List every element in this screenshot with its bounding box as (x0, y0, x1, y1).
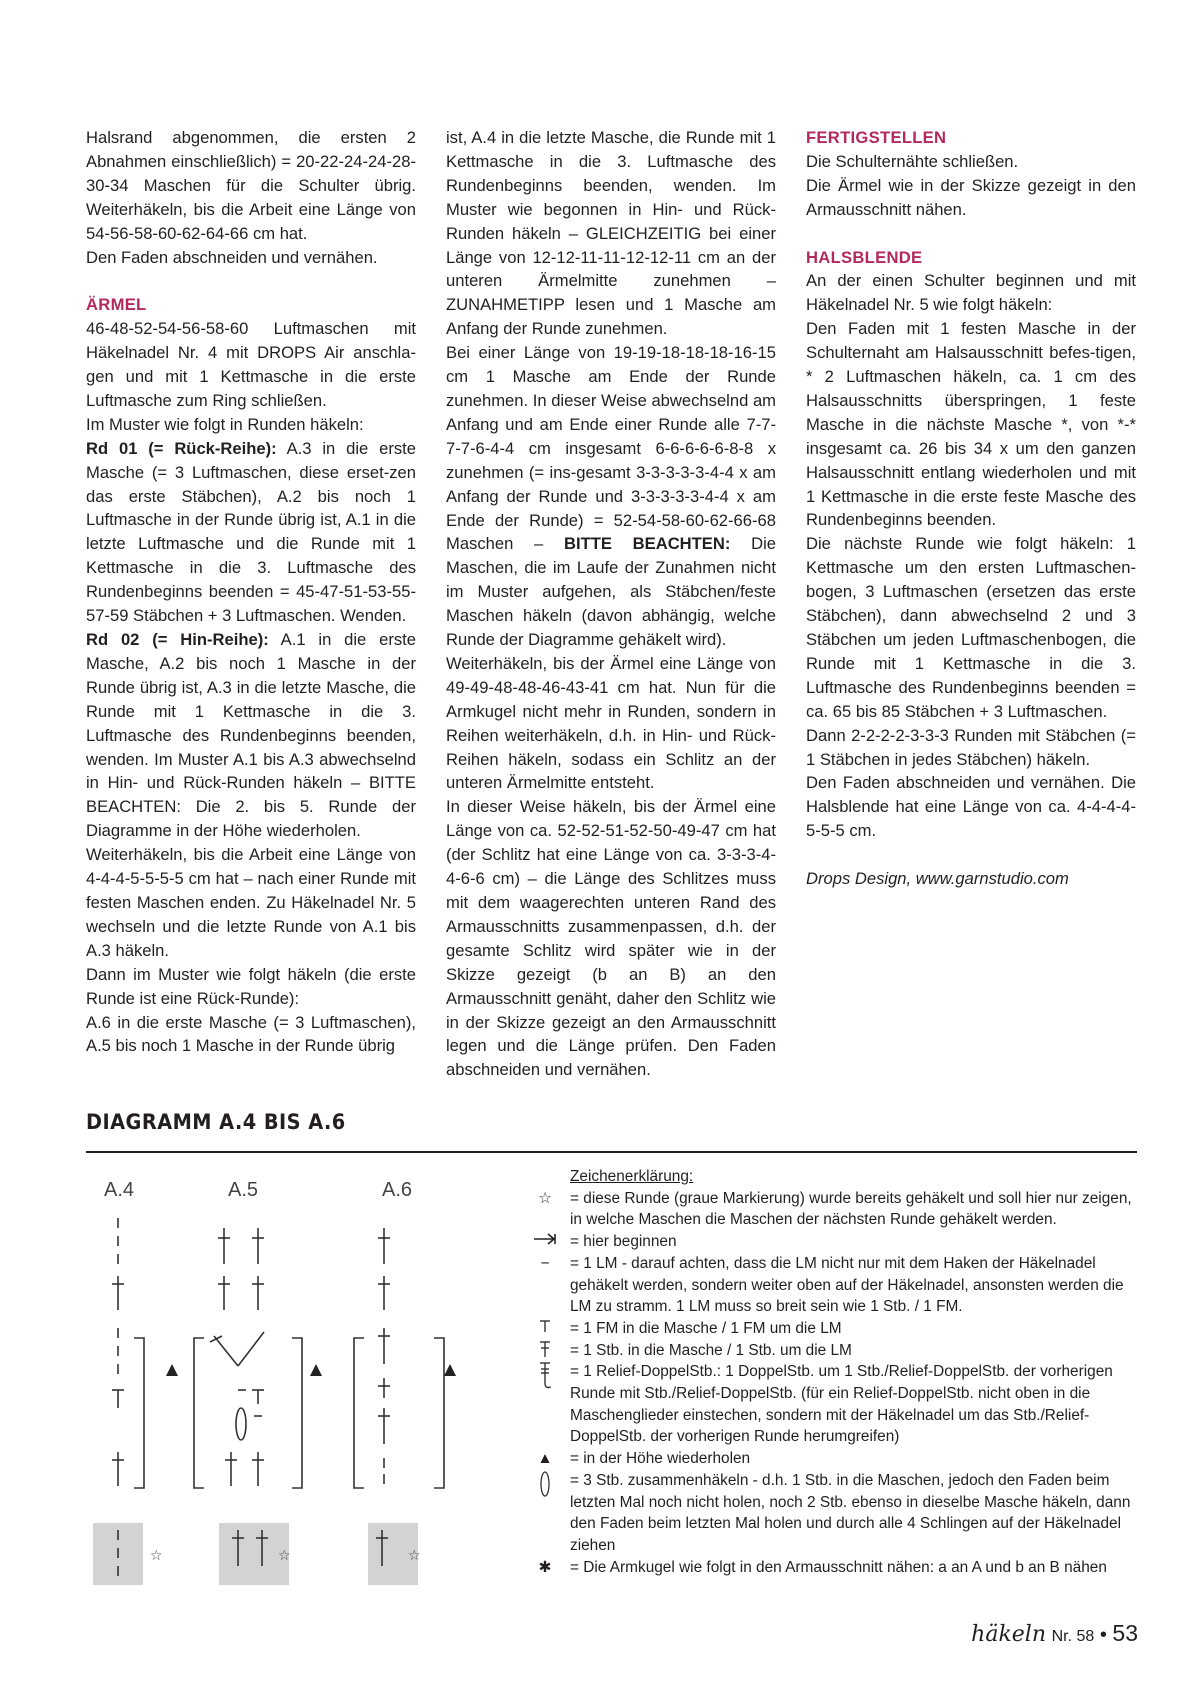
legend-text: = 1 FM in die Masche / 1 FM um die LM (570, 1319, 842, 1337)
paragraph: Dann im Muster wie folgt häkeln (die erste Runde ist eine Rück-Runde): (86, 964, 416, 1008)
legend-text: = 3 Stb. zusammenhäkeln - d.h. 1 Stb. in die Maschen, jedoch den Faden beim letzten Mal noch nicht holen, noch 2 Stb. ebenso in dieselbe Masche häkeln, dann den Faden beim letzten Mal holen und durch alle 4 Schlingen auf der Häkelnadel ziehen (570, 1471, 1131, 1554)
star-icon: ☆ (278, 1548, 291, 1564)
relief-stitch-icon (530, 1361, 560, 1398)
text-run: Die Maschen, die im Laufe der Zunahmen nicht im Muster aufgehen, als Stäbchen/feste Maschen häkeln (davon abhängig, welche Runde der Diagramme gehäkelt wird). (446, 534, 776, 650)
text-column-3 (806, 126, 1136, 891)
legend-heading: Zeichenerklärung: (570, 1168, 694, 1185)
section-divider (86, 1151, 1137, 1153)
legend-item (530, 1253, 1142, 1318)
text-column-2 (446, 126, 776, 1082)
note-label: BITTE BEACHTEN: (564, 534, 731, 554)
legend-item (530, 1318, 1142, 1340)
arrow-right-icon (530, 1231, 560, 1253)
paragraph: Die Schulternähte schließen. (806, 151, 1019, 171)
text-run: Bei einer Länge von 19-19-18-18-18-16-15 cm 1 Masche am Ende der Runde zunehmen. In dieser Weise abwechselnd am Anfang und am Ende einer Runde alle 7-7-7-7-6-4-4 cm insgesamt 6-6-6-6-6-8-8 x zunehmen (= ins-gesamt 3-3-3-3-3-4-4 x am Anfang der Runde und 3-3-3-3-3-4-4 x am Ende der Runde) = 52-54-58-60-62-66-68 Maschen – (446, 343, 776, 554)
design-credit: Drops Design, www.garnstudio.com (806, 869, 1069, 889)
page-footer (971, 1620, 1138, 1647)
paragraph: ist, A.4 in die letzte Masche, die Runde mit 1 Kettmasche in die 3. Luftmasche des Rundenbeginns beenden, wenden. Im Muster wie begonnen in Hin- und Rück-Runden häkeln – GLEICHZEITIG bei einer Länge von 12-12-11-11-12-12-11 cm an der unteren Ärmelmitte zunehmen – ZUNAHMETIPP lesen und 1 Masche am Anfang der Runde zunehmen. (446, 128, 776, 339)
star-icon: ☆ (150, 1548, 163, 1564)
paragraph: A.6 in die erste Masche (= 3 Luftmaschen), A.5 bis noch 1 Masche in der Runde übrig (86, 1012, 416, 1056)
legend-item (530, 1340, 1142, 1362)
chart-column-a4 (112, 1218, 144, 1576)
round-label: Rd 02 (= Hin-Reihe): (86, 630, 269, 650)
magazine-brand: häkeln (971, 1622, 1047, 1647)
paragraph: Den Faden abschneiden und vernähen. Die Halsblende hat eine Länge von ca. 4-4-4-4-5-5-5 cm. (806, 773, 1136, 841)
section-heading-fertigstellen: FERTIGSTELLEN (806, 128, 947, 147)
round-text: A.3 in die erste Masche (= 3 Luftmaschen, diese erset-zen das erste Stäbchen), A.2 bis noch 1 Luftmasche in der Runde übrig ist, A.1 in die letzte Luftmasche und die Runde mit 1 Kettmasche in die 3. Luftmasche des Rundenbeginns beenden = 45-47-51-53-55-57-59 Stäbchen + 3 Luftmaschen. Wenden. (86, 438, 416, 626)
paragraph: Weiterhäkeln, bis der Ärmel eine Länge von 49-49-48-48-46-43-41 cm hat. Nun für die Armkugel nicht mehr in Runden, sondern in Reihen weiterhäkeln, d.h. in Hin- und Rück-Reihen häkeln, sodass ein Schlitz an der unteren Ärmelmitte entsteht. (446, 653, 776, 793)
single-crochet-icon (530, 1318, 560, 1341)
legend-item (530, 1557, 1142, 1579)
legend-item (530, 1470, 1142, 1557)
star-icon: ☆ (538, 1189, 552, 1207)
diagram-label-a5: A.5 (228, 1179, 259, 1201)
issue-number: Nr. 58 (1051, 1628, 1095, 1645)
chart-column-a5 (194, 1228, 302, 1566)
paragraph: Halsrand abgenommen, die ersten 2 Abnahmen einschließlich) = 20-22-24-24-28-30-34 Maschen für die Schulter übrig. Weiterhäkeln, bis die Arbeit eine Länge von 54-56-58-60-62-64-66 cm hat. (86, 128, 416, 243)
paragraph: Im Muster wie folgt in Runden häkeln: (86, 414, 364, 434)
legend-text: = 1 Stb. in die Masche / 1 Stb. um die LM (570, 1341, 852, 1359)
paragraph: Weiterhäkeln, bis die Arbeit eine Länge von 4-4-4-5-5-5-5 cm hat – nach einer Runde mit festen Maschen enden. Zu Häkelnadel Nr. 5 wechseln und die letzte Runde von A.1 bis A.3 häkeln. (86, 845, 416, 960)
legend-item (530, 1231, 1142, 1253)
legend-text: = Die Armkugel wie folgt in den Armausschnitt nähen: a an A und b an B nähen (570, 1558, 1107, 1576)
triangle-up-icon (166, 1364, 178, 1376)
text-column-1 (86, 126, 416, 1058)
star-icon: ☆ (408, 1548, 421, 1564)
section-heading-halsblende: HALSBLENDE (806, 247, 923, 267)
diagram-label-a4: A.4 (104, 1179, 135, 1201)
legend-text: = 1 LM - darauf achten, dass die LM nicht nur mit dem Haken der Häkelnadel gehäkelt werden, sondern weiter oben auf der Häkelnadel, ansonsten werden die LM zu stramm. 1 LM muss so breit sein wie 1 Stb. / 1 FM. (570, 1254, 1124, 1316)
paragraph: 46-48-52-54-56-58-60 Luftmaschen mit Häkelnadel Nr. 4 mit DROPS Air anschla-gen und mit 1 Kettmasche in die erste Luftmasche zum Ring schließen. (86, 319, 416, 410)
paragraph: Den Faden mit 1 festen Masche in der Schulternaht am Halsausschnitt befes-tigen, * 2 Luftmaschen häkeln, ca. 1 cm des Halsausschnitts überspringen, 1 feste Masche in die nächste Masche *, von *-* insgesamt ca. 26 bis 34 x um den ganzen Halsausschnitt entlang wiederholen und mit 1 Kettmasche in die erste feste Masche des Rundenbeginns beenden. (806, 319, 1136, 530)
oval-icon (530, 1470, 560, 1505)
chain-stitch-icon: − (540, 1254, 550, 1272)
chart-column-a6 (354, 1228, 444, 1566)
legend-item (530, 1448, 1142, 1470)
legend-item (530, 1361, 1142, 1448)
legend (530, 1166, 1142, 1578)
round-text: A.1 in die erste Masche, A.2 bis noch 1 Masche in der Runde übrig ist, A.3 in die letzte Masche, die Runde mit 1 Kettmasche in die 3. Luftmasche des Rundenbeginns beenden, wenden. Im Muster A.1 bis A.3 abwechselnd in Hin- und Rück-Runden häkeln – BITTE BEACHTEN: Die 2. bis 5. Runde der Diagramme in der Höhe wiederholen. (86, 630, 416, 841)
page-number: 53 (1112, 1620, 1138, 1646)
paragraph: Dann 2-2-2-2-3-3-3 Runden mit Stäbchen (= 1 Stäbchen in jedes Stäbchen) häkeln. (806, 725, 1136, 769)
triangle-up-icon (444, 1364, 456, 1376)
asterisk-icon: ✱ (538, 1558, 552, 1576)
legend-text: = hier beginnen (570, 1233, 677, 1251)
legend-text: = 1 Relief-DoppelStb.: 1 DoppelStb. um 1 Stb./Relief-DoppelStb. der vorherigen Runde mit Stb./Relief-DoppelStb. (für ein Relief-DoppelStb. nicht oben in die Maschenglieder einstechen, sondern mit der Häkelnadel um das Stb./Relief-DoppelStb. der vorherigen Runde herumgreifen) (570, 1363, 1113, 1446)
triangle-up-icon (310, 1364, 322, 1376)
triangle-up-icon: ▲ (537, 1450, 553, 1468)
bullet: • (1099, 1624, 1107, 1646)
legend-item (530, 1188, 1142, 1231)
paragraph: An der einen Schulter beginnen und mit Häkelnadel Nr. 5 wie folgt häkeln: (806, 271, 1136, 315)
legend-text: = diese Runde (graue Markierung) wurde bereits gehäkelt und soll hier nur zeigen, in welche Maschen die Maschen der nächsten Runde gehäkelt werden. (570, 1189, 1132, 1229)
paragraph-round-01 (86, 437, 416, 628)
paragraph: Die nächste Runde wie folgt häkeln: 1 Kettmasche um den ersten Luftmaschen-bogen, 3 Luftmaschen (ersetzen das erste Stäbchen), dann abwechselnd 2 und 3 Stäbchen um jeden Luftmaschenbogen, die Runde mit 1 Kettmasche in die 3. Luftmasche des Rundenbeginns beenden = ca. 65 bis 85 Stäbchen + 3 Luftmaschen. (806, 534, 1136, 721)
paragraph-round-02 (86, 628, 416, 843)
paragraph: In dieser Weise häkeln, bis der Ärmel eine Länge von ca. 52-52-51-52-50-49-47 cm hat (der Schlitz hat eine Länge von ca. 3-3-3-4-4-6-6 cm) – die Länge des Schlitzes muss mit dem waagerechten unteren Rand des Armausschnitts zusammenpassen, d.h. der gesamte Schlitz wird später wie in der Skizze gezeigt (b an B) an den Armausschnitt genäht, daher den Schlitz wie in der Skizze gezeigt an den Armausschnitt legen und die Länge prüfen. Den Faden abschneiden und vernähen. (446, 797, 776, 1080)
crochet-diagram (86, 1168, 486, 1598)
section-heading-aermel: ÄRMEL (86, 295, 147, 315)
round-label: Rd 01 (= Rück-Reihe): (86, 438, 277, 458)
diagram-label-a6: A.6 (382, 1179, 413, 1201)
legend-text: = in der Höhe wiederholen (570, 1450, 751, 1468)
paragraph: Die Ärmel wie in der Skizze gezeigt in den Armausschnitt nähen. (806, 175, 1136, 219)
paragraph: Den Faden abschneiden und vernähen. (86, 247, 378, 267)
paragraph (446, 341, 776, 652)
diagram-title: DIAGRAMM A.4 BIS A.6 (86, 1110, 346, 1134)
